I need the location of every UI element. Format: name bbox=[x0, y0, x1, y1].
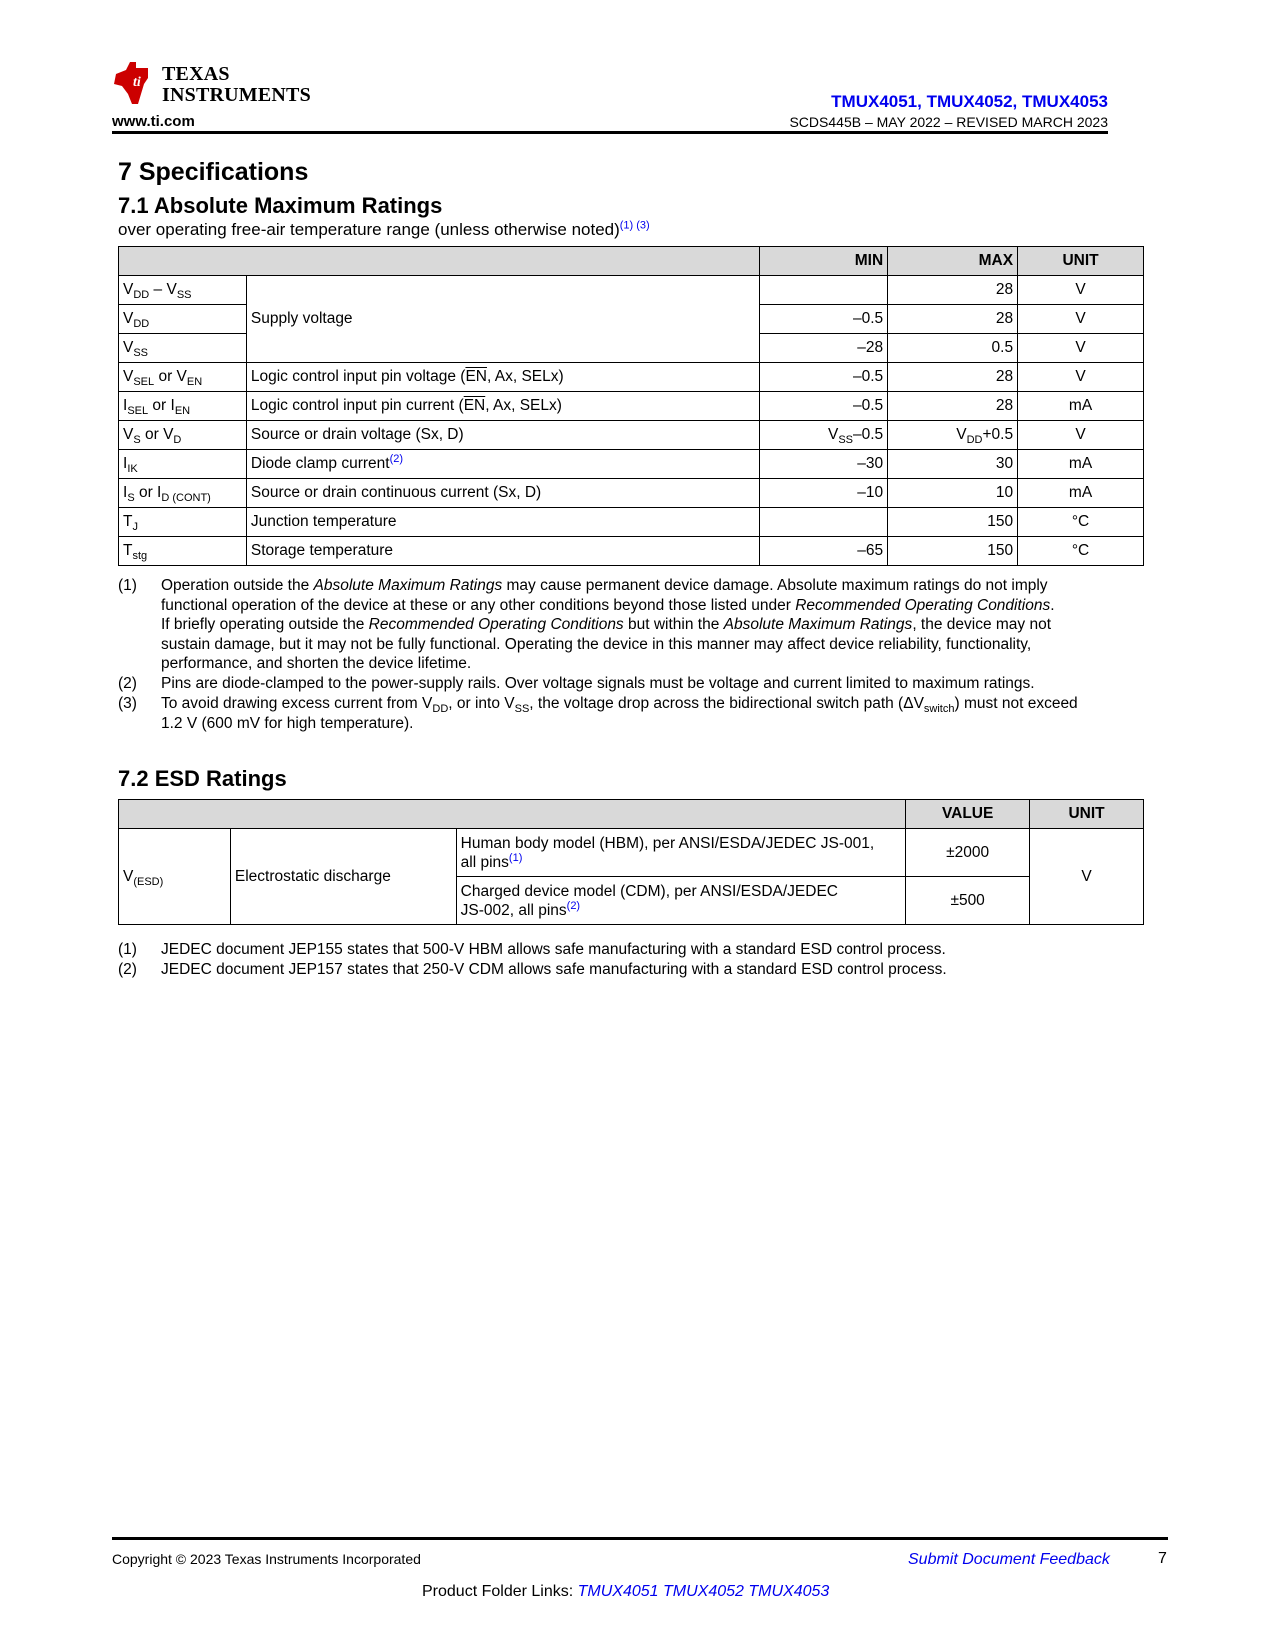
min-value: –0.5 bbox=[760, 363, 888, 392]
amr-title: 7.1 Absolute Maximum Ratings bbox=[118, 193, 443, 218]
footnote-number: (1) bbox=[118, 941, 137, 958]
amr-table bbox=[118, 246, 1144, 566]
param-symbol: $V_{(ESD)}$ bbox=[119, 829, 231, 925]
esd-footnote-2: JEDEC document JEP157 states that 250-V CDM allows safe manufacturing with a standard ESD control process. bbox=[161, 961, 947, 978]
unit-value: mA bbox=[1018, 450, 1144, 479]
folder-label: Product Folder Links: bbox=[422, 1583, 578, 1600]
min-value: $V_{SS}-0.5$ bbox=[760, 421, 888, 450]
header-min: MIN bbox=[760, 247, 888, 276]
header-value: VALUE bbox=[906, 800, 1030, 829]
logo-line-1: TEXAS bbox=[162, 63, 230, 85]
footer-rule bbox=[112, 1537, 1168, 1540]
param-desc bbox=[246, 450, 759, 479]
cdm-desc: Charged device model (CDM), per ANSI/ESDA/JEDEC JS-002, all pins$^{(2)}$ bbox=[456, 877, 906, 925]
header-blank bbox=[119, 247, 760, 276]
unit-value: mA bbox=[1018, 479, 1144, 508]
param-symbol: $I_S$ or $I_{D (CONT)}$ bbox=[119, 479, 247, 508]
min-value: –10 bbox=[760, 479, 888, 508]
table-row bbox=[119, 537, 1144, 566]
min-value: –0.5 bbox=[760, 392, 888, 421]
param-symbol: $V_{SS}$ bbox=[119, 334, 247, 363]
ti-logo-wordmark bbox=[162, 64, 311, 106]
table-row bbox=[119, 479, 1144, 508]
table-row bbox=[119, 508, 1144, 537]
unit-value: V bbox=[1018, 363, 1144, 392]
header-unit: UNIT bbox=[1030, 800, 1144, 829]
header-max: MAX bbox=[888, 247, 1018, 276]
footnote-number: (2) bbox=[118, 675, 137, 692]
min-value: –30 bbox=[760, 450, 888, 479]
max-value: 10 bbox=[888, 479, 1018, 508]
footnote-ref[interactable]: (1) bbox=[508, 851, 523, 864]
page-number: 7 bbox=[1158, 1550, 1167, 1567]
svg-text:ti: ti bbox=[133, 75, 141, 90]
logo-line-2: INSTRUMENTS bbox=[162, 84, 311, 106]
table-row bbox=[119, 392, 1144, 421]
param-desc-text: Diode clamp current bbox=[250, 455, 390, 472]
footnote-number: (1) bbox=[118, 577, 137, 594]
param-symbol: $T_J$ bbox=[119, 508, 247, 537]
footnote-number: (3) bbox=[118, 695, 137, 712]
header-unit: UNIT bbox=[1018, 247, 1144, 276]
footnote-1: Operation outside the Absolute Maximum Ratings may cause permanent device damage. Absolute maximum ratings do not imply functional operation of the device at these or any other conditions beyond those listed under Recommended Operating Conditions. If briefly operating outside the Recommended Operating Conditions but within the Absolute Maximum Ratings, the device may not sustain damage, but it may not be fully functional. Operating the device in this manner may affect device reliability, functionality, performance, and shorten the device lifetime. bbox=[161, 577, 1055, 672]
doc-revision: SCDS445B – MAY 2022 – REVISED MARCH 2023 bbox=[789, 114, 1108, 130]
amr-subtitle bbox=[118, 220, 650, 240]
param-symbol: $V_{SEL}$ or $V_{EN}$ bbox=[119, 363, 247, 392]
max-value: 30 bbox=[888, 450, 1018, 479]
param-symbol: $I_{IK}$ bbox=[119, 450, 247, 479]
unit-value: °C bbox=[1018, 508, 1144, 537]
esd-title: 7.2 ESD Ratings bbox=[118, 766, 287, 791]
header-rule bbox=[112, 131, 1108, 134]
amr-footnotes bbox=[118, 576, 1148, 732]
footnote-2: Pins are diode-clamped to the power-supply rails. Over voltage signals must be voltage and current limited to maximum ratings. bbox=[161, 675, 1035, 692]
param-desc: Electrostatic discharge bbox=[230, 829, 456, 925]
section-title: 7 Specifications bbox=[118, 158, 309, 186]
table-row bbox=[119, 421, 1144, 450]
min-value bbox=[760, 508, 888, 537]
param-desc: Source or drain voltage (Sx, D) bbox=[246, 421, 759, 450]
esd-footnote-1: JEDEC document JEP155 states that 500-V HBM allows safe manufacturing with a standard ESD control process. bbox=[161, 941, 946, 958]
param-desc: Junction temperature bbox=[246, 508, 759, 537]
website-link[interactable]: www.ti.com bbox=[112, 113, 195, 130]
folder-link-tmux4051[interactable]: TMUX4051 bbox=[577, 1583, 659, 1600]
max-value-tail: +0.5 bbox=[982, 426, 1014, 443]
param-desc: Storage temperature bbox=[246, 537, 759, 566]
max-value: 28 bbox=[888, 305, 1018, 334]
table-row bbox=[119, 276, 1144, 305]
param-desc: Logic control input pin voltage ($\overline{EN}$, Ax, SELx) bbox=[246, 363, 759, 392]
table-row bbox=[119, 450, 1144, 479]
unit-value: V bbox=[1030, 829, 1144, 925]
max-value: 28 bbox=[888, 392, 1018, 421]
param-symbol: $T_{stg}$ bbox=[119, 537, 247, 566]
esd-footnotes bbox=[118, 940, 1148, 980]
header-blank bbox=[119, 800, 906, 829]
amr-subtitle-refs[interactable]: (1) (3) bbox=[619, 219, 650, 232]
amr-subtitle-text: over operating free-air temperature range (unless otherwise noted) bbox=[118, 220, 620, 239]
max-value: 28 bbox=[888, 276, 1018, 305]
unit-value: V bbox=[1018, 421, 1144, 450]
hbm-value: ±2000 bbox=[906, 829, 1030, 877]
table-row bbox=[119, 363, 1144, 392]
hbm-desc: Human body model (HBM), per ANSI/ESDA/JEDEC JS-001, all pins$^{(1)}$ bbox=[456, 829, 906, 877]
min-value: –0.5 bbox=[760, 305, 888, 334]
unit-value: V bbox=[1018, 276, 1144, 305]
footnote-number: (2) bbox=[118, 961, 137, 978]
submit-feedback-link[interactable]: Submit Document Feedback bbox=[908, 1551, 1110, 1568]
param-symbol: $I_{SEL}$ or $I_{EN}$ bbox=[119, 392, 247, 421]
product-folder-links bbox=[422, 1583, 829, 1601]
footnote-ref[interactable]: (2) bbox=[389, 452, 404, 465]
footnote-3: To avoid drawing excess current from $V_{DD}$, or into $V_{SS}$, the voltage drop across the bidirectional switch path $(\Delta V_{switch})$ must not exceed 1.2 V (600 mV for high temperature). bbox=[161, 695, 1078, 732]
doc-title-link[interactable]: TMUX4051, TMUX4052, TMUX4053 bbox=[831, 92, 1108, 111]
param-desc: Logic control input pin current ($\overline{EN}$, Ax, SELx) bbox=[246, 392, 759, 421]
max-value: $V_{DD}+0.5$ bbox=[888, 421, 1018, 450]
unit-value: °C bbox=[1018, 537, 1144, 566]
table-header-row bbox=[119, 800, 1144, 829]
param-desc: Source or drain continuous current (Sx, D) bbox=[246, 479, 759, 508]
unit-value: V bbox=[1018, 334, 1144, 363]
min-value: –65 bbox=[760, 537, 888, 566]
param-symbol: $V_S$ or $V_D$ bbox=[119, 421, 247, 450]
cdm-value: ±500 bbox=[906, 877, 1030, 925]
esd-table bbox=[118, 799, 1144, 925]
max-value: 0.5 bbox=[888, 334, 1018, 363]
unit-value: V bbox=[1018, 305, 1144, 334]
footnote-ref[interactable]: (2) bbox=[566, 899, 581, 912]
max-value: 28 bbox=[888, 363, 1018, 392]
param-desc: Supply voltage bbox=[246, 276, 759, 363]
unit-value: mA bbox=[1018, 392, 1144, 421]
min-value bbox=[760, 276, 888, 305]
min-value: –28 bbox=[760, 334, 888, 363]
table-row bbox=[119, 829, 1144, 877]
folder-link-tmux4052[interactable]: TMUX4052 bbox=[663, 1583, 744, 1600]
table-header-row bbox=[119, 247, 1144, 276]
max-value: 150 bbox=[888, 508, 1018, 537]
param-symbol: $V_{DD} - V_{SS}$ bbox=[119, 276, 247, 305]
min-value-tail: –0.5 bbox=[853, 426, 884, 443]
copyright: Copyright © 2023 Texas Instruments Incorporated bbox=[112, 1551, 421, 1567]
folder-link-tmux4053[interactable]: TMUX4053 bbox=[748, 1583, 830, 1600]
param-symbol: $V_{DD}$ bbox=[119, 305, 247, 334]
max-value: 150 bbox=[888, 537, 1018, 566]
